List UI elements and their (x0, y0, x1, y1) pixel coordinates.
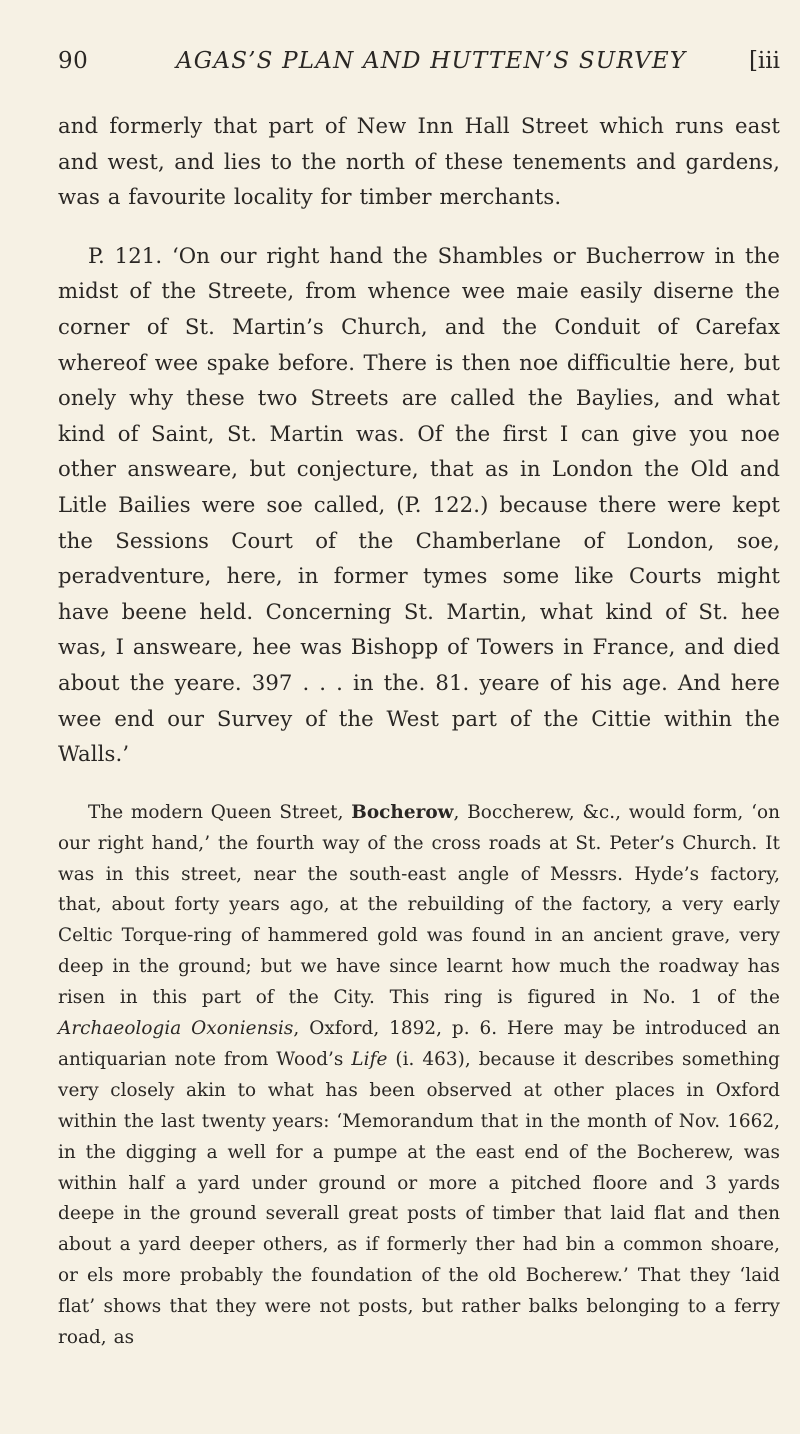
paragraph-spacer (58, 772, 780, 798)
paragraph-timber-merchants: and formerly that part of New Inn Hall Street which runs east and west, and lies to the north of these tenements and gardens, was a favourite locality for timber merchants. (58, 113, 780, 210)
bold-street-name: Bocherow (351, 801, 454, 823)
text-run: , Boccherew, &c., would form, ‘on our right hand,’ the fourth way of the cross roads at St. Peter’s Church. It was in this street, near the south-east angle of Messrs. Hyde’s factory, that, about forty years ago, at the rebuilding of the factory, a very early Celtic Torque-ring of hammered gold was found in an ancient grave, very deep in the ground; but we have since learnt how much the roadway has risen in this part of the City. This ring is figured in No. 1 of the (58, 801, 781, 1009)
running-title: AGAS’S PLAN AND HUTTEN’S SURVEY (176, 48, 687, 74)
paragraph-hutten-quotation: P. 121. ‘On our right hand the Shambles or Bucherrow in the midst of the Streete, from whence wee maie easily diserne the corner of St. Martin’s Church, and the Conduit of Carefax whereof wee spake before. There is then noe difficultie here, but onely why these two Streets are called the Baylies, and what kind of Saint, St. Martin was. Of the first I can give you noe other answeare, but conjecture, that as in London the Old and Litle Bailies were soe called, (P. 122.) because there were kept the Sessions Court of the Chamberlane of London, soe, peradventure, here, in former tymes some like Courts might have beene held. Concerning St. Martin, what kind of St. hee was, I answeare, hee was Bishopp of Towers in France, and died about the yeare. 397 . . . in the. 81. yeare of his age. And here wee end our Survey of the West part of the Cittie within the Walls.’ (58, 242, 780, 767)
text-run: The modern Queen Street, (88, 801, 352, 823)
paragraph-queen-street-commentary (58, 798, 780, 1354)
paragraph-spacer (58, 215, 780, 238)
section-mark: [iii (748, 48, 780, 74)
italic-book-title: Life (351, 1048, 388, 1070)
text-run: (i. 463), because it describes something very closely akin to what has been observed at other places in Oxford within the last twenty years: ‘Memorandum that in the month of Nov. 1662, in the digging a well for a pumpe at the east end of the Bocherew, was within half a yard under ground or more a pitched floore and 3 yards deepe in the ground severall great posts of timber that laid flat and then about a yard deeper others, as if formerly ther had bin a common shoare, or els more probably the foundation of the old Bocherew.’ That they ‘laid flat’ shows that they were not posts, but rather balks belonging to a ferry road, as (58, 1048, 780, 1349)
running-header (58, 48, 780, 88)
italic-journal-title: Archaeologia Oxoniensis (58, 1018, 294, 1040)
page-number: 90 (58, 48, 89, 74)
page-body (58, 108, 780, 1354)
text-run: , Oxford, 1892, p. 6. Here may be introduced an antiquarian note from Wood’s (58, 1018, 781, 1070)
